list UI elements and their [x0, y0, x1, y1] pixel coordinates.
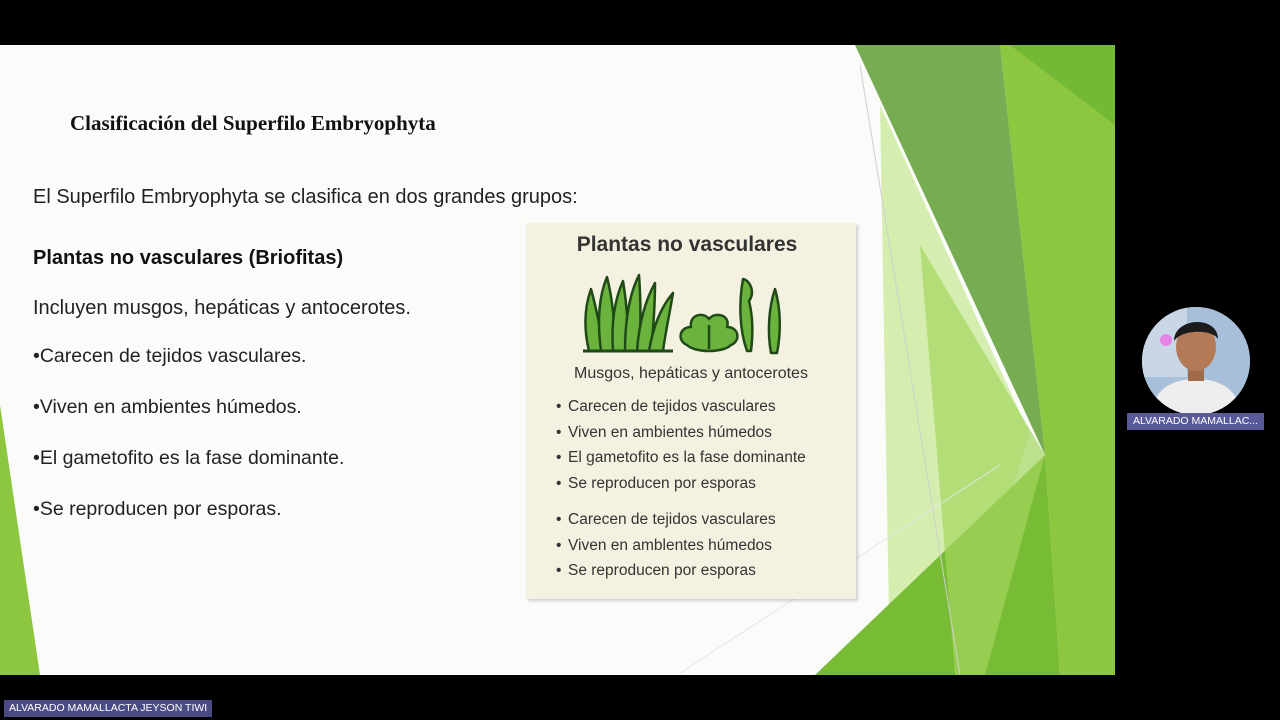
list-item-text: Viven en ambientes húmedos: [568, 423, 772, 441]
card-title: Plantas no vasculares: [576, 233, 798, 256]
section-heading: Plantas no vasculares (Briofitas): [33, 247, 344, 269]
list-item: [556, 562, 776, 588]
card-list-primary: [556, 398, 806, 500]
bullet-icon: •: [556, 511, 562, 528]
bullet-icon: •: [556, 536, 562, 554]
participant-avatar: [1142, 307, 1250, 415]
intro-text: El Superfilo Embryophyta se clasifica en dos grandes grupos:: [33, 186, 578, 208]
list-item-text: El gametofito es la fase dominante: [568, 449, 806, 466]
list-item-text: Carecen de tejidos vasculares: [568, 511, 776, 528]
bullet-icon: •: [556, 423, 562, 441]
list-item: [556, 537, 776, 563]
card-subtitle: Musgos, hepáticas y antocerotes: [574, 365, 808, 382]
moss-liverwort-hornwort-icon: [581, 271, 791, 357]
card-list-secondary: [556, 511, 776, 588]
participant-video[interactable]: [1142, 307, 1250, 415]
list-item: •El gametofito es la fase dominante.: [33, 447, 345, 469]
list-item-text: Carecen de tejidos vasculares: [568, 398, 776, 415]
list-item: [556, 511, 776, 537]
list-item-text: Viven en amblentes húmedos: [568, 536, 772, 554]
list-item: [556, 449, 806, 475]
list-item: [556, 475, 806, 501]
bullet-icon: •: [556, 449, 562, 466]
list-item: •Se reproducen por esporas.: [33, 498, 282, 520]
speaker-name-label: ALVARADO MAMALLACTA JEYSON TIWI: [4, 700, 212, 717]
bullet-icon: •: [556, 562, 562, 579]
list-item: [556, 398, 806, 424]
list-item: •Carecen de tejidos vasculares.: [33, 345, 307, 367]
participant-name-tag: ALVARADO MAMALLAC...: [1127, 413, 1264, 430]
characteristics-list: [33, 345, 344, 549]
list-item-text: Se reproducen por esporas: [568, 474, 756, 492]
list-item: •Viven en ambientes húmedos.: [33, 396, 302, 418]
bullet-icon: •: [556, 398, 562, 415]
includes-text: Incluyen musgos, hepáticas y antocerotes.: [33, 297, 411, 319]
bullet-icon: •: [556, 474, 562, 492]
list-item: [556, 424, 806, 450]
presentation-slide: [0, 45, 1115, 675]
list-item-text: Se reproducen por esporas: [568, 562, 756, 579]
slide-title: Clasificación del Superfilo Embryophyta: [70, 111, 436, 135]
info-card: [526, 223, 856, 599]
